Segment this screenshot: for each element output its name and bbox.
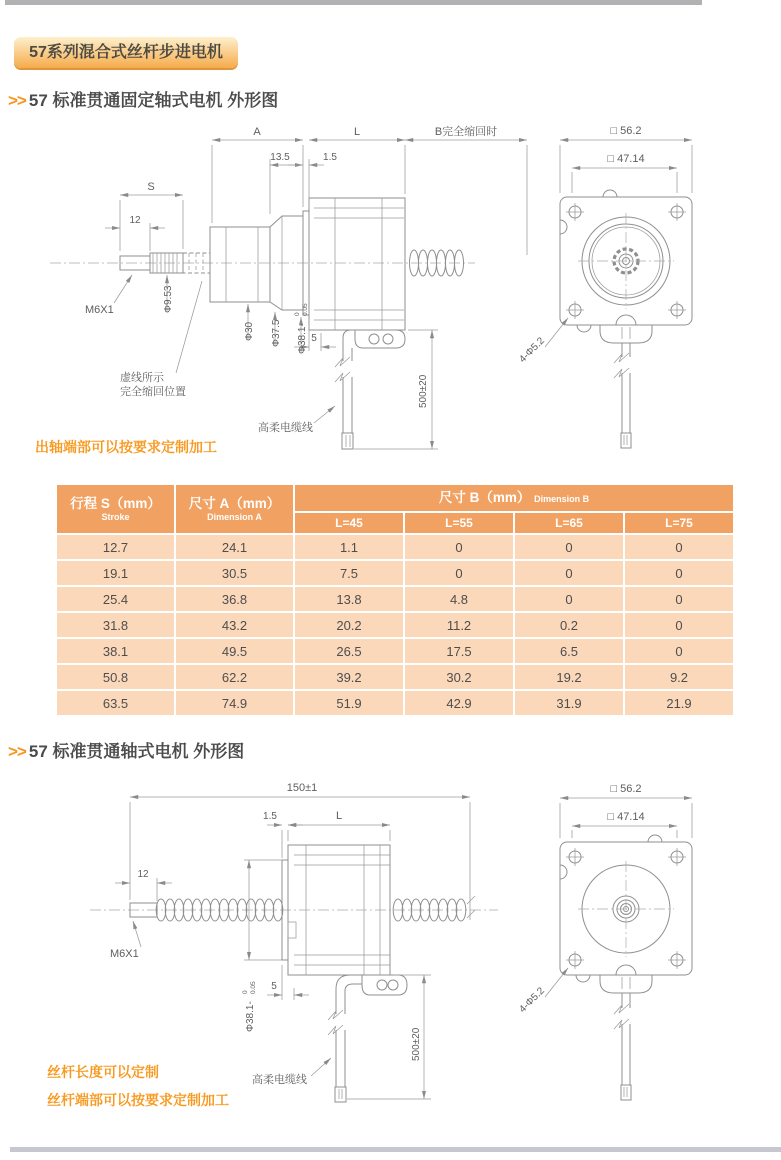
table-row bbox=[57, 535, 733, 559]
header-stroke-zh: 行程 S（mm） bbox=[70, 495, 161, 511]
dim-S: S bbox=[147, 181, 155, 193]
dim-500-20: 500±20 bbox=[411, 1027, 422, 1061]
cell: 63.5 bbox=[57, 691, 174, 715]
header-dimension-b bbox=[295, 485, 733, 511]
dim-150-1: 150±1 bbox=[286, 782, 318, 794]
header-stroke bbox=[57, 485, 174, 533]
cell: 13.8 bbox=[295, 587, 403, 611]
header-l75: L=75 bbox=[625, 513, 733, 533]
header-stroke-en: Stroke bbox=[101, 511, 130, 522]
dimension-labels bbox=[517, 783, 644, 1015]
flange-outline bbox=[560, 190, 692, 332]
cable-outline bbox=[600, 965, 652, 1100]
cell: 49.5 bbox=[176, 639, 293, 663]
cell: 0 bbox=[515, 561, 623, 585]
section-title-1 bbox=[8, 86, 278, 111]
flange-outline bbox=[560, 835, 692, 982]
dim-12: 12 bbox=[137, 869, 149, 880]
label-m6x1: M6X1 bbox=[85, 304, 114, 316]
bottom-divider-bar bbox=[10, 1147, 781, 1152]
table-row bbox=[57, 665, 733, 689]
dim-4-holes: 4-Φ5.2 bbox=[517, 985, 547, 1016]
table-row bbox=[57, 613, 733, 637]
tolerance-upper: 0 bbox=[294, 312, 301, 316]
note-dashed-line-2: 完全缩回位置 bbox=[120, 386, 186, 398]
custom-note-1: 出轴端部可以按要求定制加工 bbox=[35, 439, 217, 455]
cell: 31.9 bbox=[515, 691, 623, 715]
cell: 11.2 bbox=[405, 613, 513, 637]
section-title-2 bbox=[8, 737, 244, 762]
cable-outline bbox=[335, 330, 405, 449]
cell: 42.9 bbox=[405, 691, 513, 715]
header-l45: L=45 bbox=[295, 513, 403, 533]
cell: 12.7 bbox=[57, 535, 174, 559]
cell: 39.2 bbox=[295, 665, 403, 689]
dia-38-1: Φ38.1- bbox=[245, 1001, 256, 1032]
drawing2-side-view bbox=[30, 770, 550, 1100]
drawing2-front-view bbox=[505, 770, 740, 1100]
table-row bbox=[57, 587, 733, 611]
dia-37-5: Φ37.5 bbox=[271, 319, 282, 347]
cable-outline bbox=[600, 315, 652, 448]
cell: 19.2 bbox=[515, 665, 623, 689]
cell: 0.2 bbox=[515, 613, 623, 637]
custom-note-2: 丝杆长度可以定制 bbox=[47, 1064, 159, 1080]
label-flex-cable: 高柔电缆线 bbox=[252, 1074, 307, 1086]
chevron-icon: >> bbox=[8, 742, 26, 761]
cell: 30.5 bbox=[176, 561, 293, 585]
cell: 62.2 bbox=[176, 665, 293, 689]
section-title-2-text: 57 标准贯通轴式电机 外形图 bbox=[28, 742, 245, 761]
cell: 0 bbox=[405, 535, 513, 559]
dimension-table bbox=[55, 483, 735, 717]
table-row bbox=[57, 561, 733, 585]
dim-L: L bbox=[353, 126, 361, 138]
cell: 36.8 bbox=[176, 587, 293, 611]
dim-1-5: 1.5 bbox=[263, 811, 277, 822]
cell: 6.5 bbox=[515, 639, 623, 663]
dim-500-20: 500±20 bbox=[418, 374, 429, 408]
header-l65: L=65 bbox=[515, 513, 623, 533]
cell: 0 bbox=[625, 561, 733, 585]
dia-30: Φ30 bbox=[244, 321, 255, 341]
header-dimension-b-en: Dimension B bbox=[534, 494, 590, 504]
header-dimension-a-zh: 尺寸 A（mm） bbox=[188, 495, 281, 511]
dim-13-5: 13.5 bbox=[270, 152, 290, 163]
cell: 24.1 bbox=[176, 535, 293, 559]
label-m6x1: M6X1 bbox=[110, 948, 139, 960]
cell: 21.9 bbox=[625, 691, 733, 715]
cell: 31.8 bbox=[57, 613, 174, 637]
series-badge: 57系列混合式丝杆步进电机 bbox=[14, 37, 238, 68]
dim-square-47-14: □ 47.14 bbox=[607, 153, 645, 165]
custom-note-3: 丝杆端部可以按要求定制加工 bbox=[47, 1092, 229, 1108]
cell: 4.8 bbox=[405, 587, 513, 611]
cell: 30.2 bbox=[405, 665, 513, 689]
cell: 7.5 bbox=[295, 561, 403, 585]
section-title-1-text: 57 标准贯通固定轴式电机 外形图 bbox=[28, 91, 279, 110]
cell: 0 bbox=[405, 561, 513, 585]
cell: 9.2 bbox=[625, 665, 733, 689]
cell: 0 bbox=[625, 535, 733, 559]
dim-square-56-2: □ 56.2 bbox=[610, 125, 642, 137]
chevron-icon: >> bbox=[8, 91, 26, 110]
dim-B-retracted: B完全缩回时 bbox=[434, 126, 498, 138]
cable-outline bbox=[328, 975, 407, 1102]
cell: 0 bbox=[515, 587, 623, 611]
dim-4-holes: 4-Φ5.2 bbox=[517, 335, 547, 366]
dimension-lines bbox=[545, 140, 692, 347]
cell: 51.9 bbox=[295, 691, 403, 715]
cell: 25.4 bbox=[57, 587, 174, 611]
cell: 0 bbox=[625, 613, 733, 637]
dim-5: 5 bbox=[271, 981, 277, 992]
dimension-labels bbox=[85, 124, 497, 434]
cell: 19.1 bbox=[57, 561, 174, 585]
tolerance-lower: 0.05 bbox=[250, 981, 257, 994]
dim-L: L bbox=[335, 810, 343, 822]
cell: 38.1 bbox=[57, 639, 174, 663]
tolerance-upper: 0 bbox=[242, 990, 249, 994]
cell: 17.5 bbox=[405, 639, 513, 663]
label-flex-cable: 高柔电缆线 bbox=[258, 422, 313, 434]
top-divider-bar bbox=[5, 0, 702, 5]
drawing1-front-view bbox=[505, 115, 740, 465]
tolerance-lower: 0.05 bbox=[302, 303, 309, 316]
dimension-labels bbox=[110, 782, 422, 1086]
dim-square-56-2: □ 56.2 bbox=[610, 783, 642, 795]
header-l55: L=55 bbox=[405, 513, 513, 533]
dim-5: 5 bbox=[311, 333, 317, 344]
cell: 50.8 bbox=[57, 665, 174, 689]
cell: 0 bbox=[625, 639, 733, 663]
dia-38-1: Φ38.1- bbox=[297, 323, 308, 354]
header-dimension-a-en: Dimension A bbox=[207, 511, 262, 522]
cell: 0 bbox=[515, 535, 623, 559]
dia-9-53: Φ9.53 bbox=[163, 285, 174, 313]
note-dashed-line-1: 虚线所示 bbox=[120, 372, 164, 384]
header-dimension-a bbox=[176, 485, 293, 533]
header-dimension-b-zh: 尺寸 B（mm） bbox=[438, 490, 531, 505]
dimension-lines bbox=[545, 798, 692, 997]
dimension-labels bbox=[517, 125, 644, 365]
table-row bbox=[57, 691, 733, 715]
dim-square-47-14: □ 47.14 bbox=[607, 811, 645, 823]
dim-12: 12 bbox=[129, 215, 141, 226]
table-header-row bbox=[57, 485, 733, 511]
cell: 1.1 bbox=[295, 535, 403, 559]
cell: 43.2 bbox=[176, 613, 293, 637]
table-row bbox=[57, 639, 733, 663]
dim-A: A bbox=[253, 126, 261, 138]
cell: 20.2 bbox=[295, 613, 403, 637]
cell: 0 bbox=[625, 587, 733, 611]
dim-1-5: 1.5 bbox=[323, 152, 337, 163]
motor-body-outline bbox=[309, 198, 464, 330]
cell: 26.5 bbox=[295, 639, 403, 663]
cell: 74.9 bbox=[176, 691, 293, 715]
drawing1-side-view bbox=[30, 115, 550, 465]
